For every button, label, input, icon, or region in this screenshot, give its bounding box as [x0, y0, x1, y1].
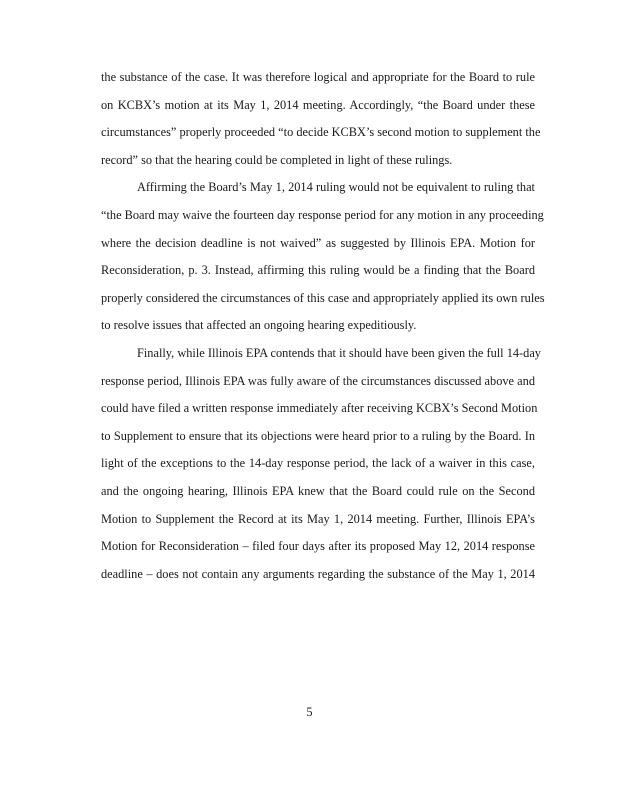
text-line: could have filed a written response immediately after receiving KCBX’s Second Motion: [101, 401, 538, 416]
text-line: record” so that the hearing could be completed in light of these rulings.: [101, 152, 453, 167]
text-line: Affirming the Board’s May 1, 2014 ruling would not be equivalent to ruling that: [137, 180, 535, 195]
text-line: properly considered the circumstances of this case and appropriately applied its own rules: [101, 290, 545, 305]
text-line: Finally, while Illinois EPA contends that it should have been given the full 14-day: [137, 345, 541, 360]
text-line: “the Board may waive the fourteen day response period for any motion in any proceeding: [101, 207, 544, 222]
text-line: the substance of the case. It was therefore logical and appropriate for the Board to rule: [101, 70, 535, 84]
text-line: where the decision deadline is not waived” as suggested by Illinois EPA. Motion for: [101, 235, 535, 250]
text-line: and the ongoing hearing, Illinois EPA knew that the Board could rule on the Second: [101, 483, 535, 498]
paragraph-continuation: [101, 64, 541, 174]
page-number: 5: [306, 705, 313, 719]
text-line: Motion for Reconsideration – filed four days after its proposed May 12, 2014 response: [101, 539, 535, 554]
text-line: to Supplement to ensure that its objections were heard prior to a ruling by the Board. In: [101, 428, 535, 443]
text-line: deadline – does not contain any arguments regarding the substance of the May 1, 2014: [101, 566, 535, 581]
text-line: Motion to Supplement the Record at its May 1, 2014 meeting. Further, Illinois EPA’s: [101, 511, 535, 526]
text-line: to resolve issues that affected an ongoing hearing expeditiously.: [101, 318, 417, 333]
text-line: Reconsideration, p. 3. Instead, affirming this ruling would be a finding that the Board: [101, 263, 535, 278]
paragraph-finally: [101, 340, 541, 588]
paragraph-affirming: [101, 174, 545, 340]
text-line: on KCBX’s motion at its May 1, 2014 meeting. Accordingly, “the Board under these: [101, 97, 535, 112]
text-line: response period, Illinois EPA was fully aware of the circumstances discussed above and: [101, 373, 535, 388]
text-line: light of the exceptions to the 14-day response period, the lack of a waiver in this case,: [101, 456, 535, 471]
body-text: [101, 64, 545, 588]
text-line: circumstances” properly proceeded “to decide KCBX’s second motion to supplement the: [101, 125, 541, 140]
